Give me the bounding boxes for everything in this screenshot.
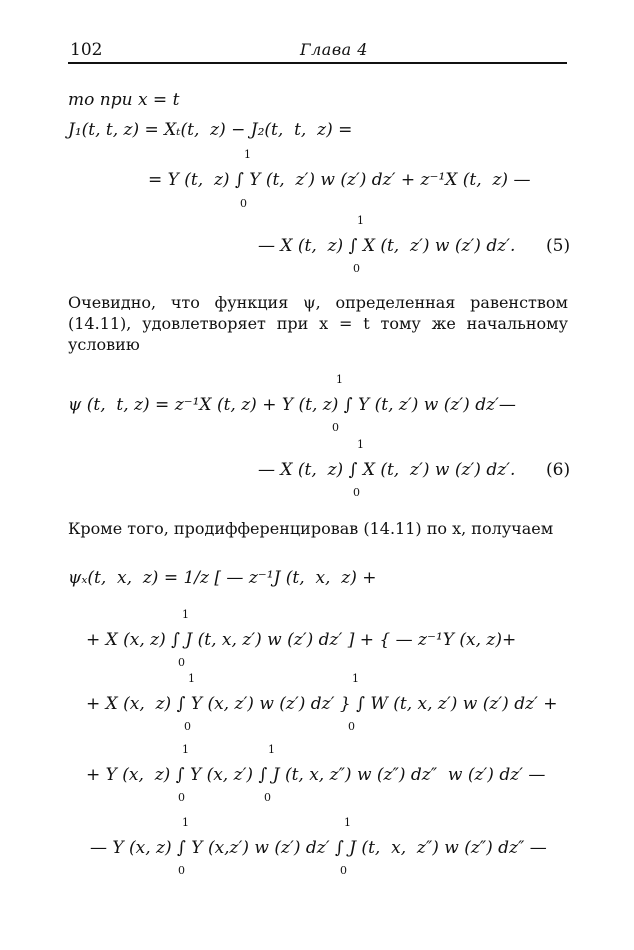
eq7-l3b-upper-limit: 1 (352, 672, 359, 685)
eq7-l2-lower-limit: 0 (178, 656, 185, 669)
eq7-l3a-lower-limit: 0 (184, 720, 191, 733)
eq7-line4: + Y (x, z) ∫ Y (x, z′) ∫ J (t, x, z″) w (z″) dz″ w (z′) dz′ — (86, 765, 546, 785)
intro-line: то при x = t (68, 90, 180, 110)
eq7-l5b-upper-limit: 1 (344, 816, 351, 829)
eq5-line3: — X (t, z) ∫ X (t, z′) w (z′) dz′. (258, 236, 516, 256)
eq6-l1-lower-limit: 0 (332, 421, 339, 434)
eq7-l4b-upper-limit: 1 (268, 743, 275, 756)
chapter-title: Глава 4 (300, 40, 368, 59)
eq6-l2-lower-limit: 0 (353, 486, 360, 499)
eq7-l2-upper-limit: 1 (182, 608, 189, 621)
header-rule (68, 62, 567, 64)
eq5-l3-lower-limit: 0 (353, 262, 360, 275)
eq7-l3a-upper-limit: 1 (188, 672, 195, 685)
eq6-l2-upper-limit: 1 (357, 438, 364, 451)
eq6-number: (6) (546, 460, 571, 480)
eq5-line2: = Y (t, z) ∫ Y (t, z′) w (z′) dz′ + z⁻¹X (t, z) — (148, 170, 531, 190)
eq5-l2-lower-limit: 0 (240, 197, 247, 210)
paragraph-2: Кроме того, продифференцировав (14.11) по x, получаем (68, 519, 554, 538)
eq7-line5: — Y (x, z) ∫ Y (x,z′) w (z′) dz′ ∫ J (t, x, z″) w (z″) dz″ — (90, 838, 547, 858)
eq5-number: (5) (546, 236, 571, 256)
eq6-l1-upper-limit: 1 (336, 373, 343, 386)
paragraph-1: Очевидно, что функция ψ, определенная равенством (14.11), удовлетворяет при x = t тому же начальному условию (68, 293, 568, 354)
eq7-l5a-upper-limit: 1 (182, 816, 189, 829)
eq7-l5b-lower-limit: 0 (340, 864, 347, 877)
eq6-line1: ψ (t, t, z) = z⁻¹X (t, z) + Y (t, z) ∫ Y (t, z′) w (z′) dz′— (68, 395, 516, 415)
page-number: 102 (70, 40, 103, 60)
eq7-l4b-lower-limit: 0 (264, 791, 271, 804)
eq7-line3: + X (x, z) ∫ Y (x, z′) w (z′) dz′ } ∫ W (t, x, z′) w (z′) dz′ + (86, 694, 558, 714)
eq5-l2-upper-limit: 1 (244, 148, 251, 161)
eq7-l3b-lower-limit: 0 (348, 720, 355, 733)
eq5-l3-upper-limit: 1 (357, 214, 364, 227)
eq7-l4a-lower-limit: 0 (178, 791, 185, 804)
eq7-l5a-lower-limit: 0 (178, 864, 185, 877)
eq7-l4a-upper-limit: 1 (182, 743, 189, 756)
eq5-line1: J₁(t, t, z) = Xₜ(t, z) − J₂(t, t, z) = (68, 120, 353, 140)
eq6-line2: — X (t, z) ∫ X (t, z′) w (z′) dz′. (258, 460, 516, 480)
eq7-line1: ψₓ(t, x, z) = 1/z [ — z⁻¹J (t, x, z) + (68, 568, 377, 588)
eq7-line2: + X (x, z) ∫ J (t, x, z′) w (z′) dz′ ] + { — z⁻¹Y (x, z)+ (86, 630, 517, 650)
